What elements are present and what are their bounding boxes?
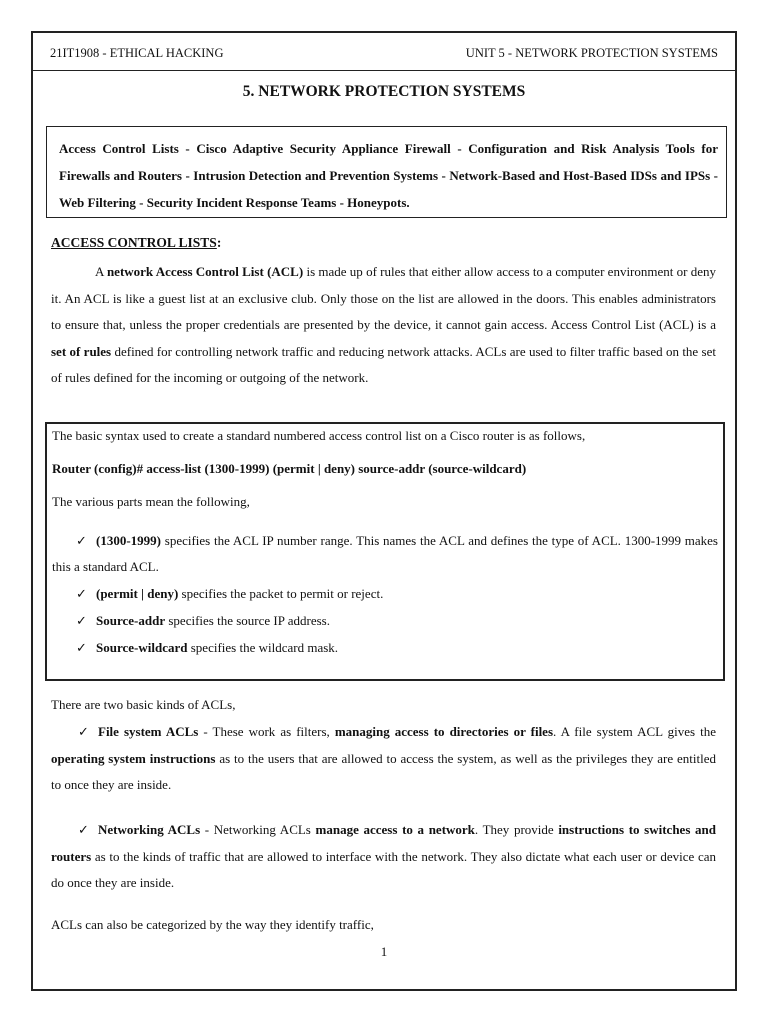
kind-text: as to the kinds of traffic that are allowed to interface with the network. They also dictate what each user or device can do once they are inside. (51, 848, 716, 890)
kind-bold: manage access to a network (315, 822, 475, 837)
kind-text: . A file system ACL gives the (553, 724, 716, 739)
kind-term: Networking ACLs (98, 822, 201, 837)
section-heading-colon: : (216, 235, 222, 250)
syntax-item-source-wildcard (76, 640, 338, 656)
syntax-item-desc: specifies the ACL IP number range. This names the ACL and defines the type of ACL. 1300-1999 makes this a standard ACL. (52, 533, 718, 574)
header-course: 21IT1908 - ETHICAL HACKING (50, 46, 224, 60)
syntax-box (45, 422, 725, 681)
syntax-parts-intro: The various parts mean the following, (52, 494, 250, 509)
syntax-item-source-addr (76, 613, 330, 629)
categorized-line: ACLs can also be categorized by the way they identify traffic, (51, 917, 374, 932)
page-number: 1 (380, 944, 388, 959)
kind-bold: managing access to directories or files (334, 724, 554, 739)
kind-text: as to the users that are allowed to access the system, as well as the privileges they are entitled to once they are inside. (51, 750, 716, 792)
syntax-item-range (52, 528, 718, 580)
check-icon: ✓ (78, 822, 89, 837)
syntax-item-desc: specifies the wildcard mask. (187, 640, 339, 655)
check-icon: ✓ (76, 613, 87, 628)
syntax-item-term: (1300-1999) (96, 533, 161, 548)
syntax-intro: The basic syntax used to create a standard numbered access control list on a Cisco router is as follows, (52, 428, 586, 443)
kind-bold: operating system instructions (51, 750, 216, 766)
kind-file-system (51, 719, 716, 799)
intro-text-2: is made up of rules that either allow access to a computer environment or deny it. An ACL is like a guest list at an exclusive club. Only those on the list are allowed in the doors. This enables administrators to ensure that, unless the proper credentials are presented by the device, it cannot gain access. Access Control List (ACL) is a (51, 264, 717, 333)
syntax-item-term: Source-addr (96, 613, 166, 628)
intro-bold-rules: set of rules (51, 343, 112, 359)
header-divider (33, 70, 735, 71)
syntax-item-desc: specifies the source IP address. (165, 613, 330, 628)
kind-text: - These work as filters, (198, 724, 335, 739)
check-icon: ✓ (76, 586, 87, 601)
page-header (50, 46, 718, 64)
syntax-command: Router (config)# access-list (1300-1999) (permit | deny) source-addr (source-wildcard) (52, 461, 527, 476)
check-icon: ✓ (76, 533, 87, 548)
syntax-item-permit (76, 586, 383, 602)
kind-text: - Networking ACLs (200, 822, 316, 837)
page-title: 5. NETWORK PROTECTION SYSTEMS (242, 83, 526, 100)
syntax-item-term: (permit | deny) (96, 586, 179, 601)
intro-text-3: defined for controlling network traffic and reducing network attacks. ACLs are used to filter traffic based on the set of rules defined for the incoming or outgoing of the network. (51, 343, 716, 386)
kind-text: . They provide (474, 822, 559, 837)
check-icon: ✓ (78, 724, 89, 739)
check-icon: ✓ (76, 640, 87, 655)
section-heading-text: ACCESS CONTROL LISTS (51, 235, 217, 250)
intro-bold-acl: network Access Control List (ACL) (106, 264, 304, 279)
syntax-item-desc: specifies the packet to permit or reject. (178, 586, 384, 601)
intro-text-1: A (95, 264, 107, 279)
kind-term: File system ACLs (98, 724, 199, 739)
topics-box: Access Control Lists - Cisco Adaptive Security Appliance Firewall - Configuration and Risk Analysis Tools for Firewalls and Routers - Intrusion Detection and Prevention Systems - Network-Based and Host-Based IDSs and IPSs - Web Filtering - Security Incident Response Teams - Honeypots. (46, 126, 727, 218)
kind-bold: instructions to switches and routers (51, 822, 716, 864)
kinds-intro: There are two basic kinds of ACLs, (51, 697, 236, 712)
section-heading (51, 235, 221, 251)
intro-paragraph (51, 259, 716, 392)
header-unit: UNIT 5 - NETWORK PROTECTION SYSTEMS (465, 46, 718, 60)
syntax-item-term: Source-wildcard (96, 640, 188, 655)
kind-networking (51, 817, 716, 897)
